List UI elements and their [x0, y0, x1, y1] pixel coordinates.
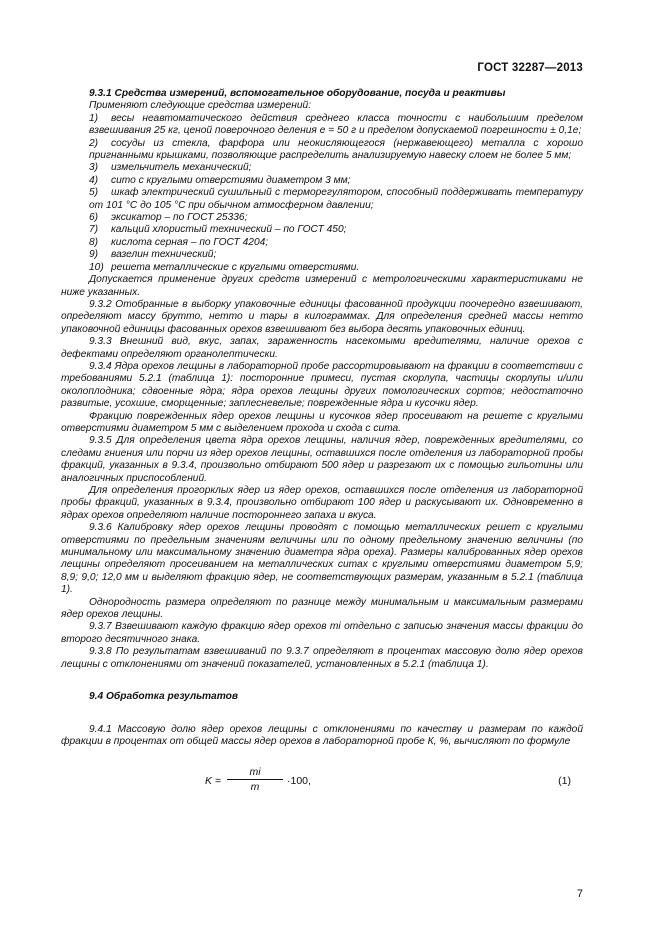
list-item-number: 1) — [89, 112, 99, 124]
formula-number: (1) — [558, 775, 571, 788]
paragraph-9-3-5-b: Для определения прогорклых ядер из ядер орехов, оставшихся после отделения из лабораторной пробы фракций, указанных в 9.3.4, произвольно отбирают 100 ядер и раскусывают их. Одновременно в ядрах орехов определяют наличие постороннего запаха и вкуса. — [61, 485, 583, 521]
formula-1 — [61, 766, 583, 796]
paragraph-9-3-5: 9.3.5 Для определения цвета ядра орехов лещины, наличия ядер, поврежденных вредителями, со следами гниения или порчи из ядер орехов лещины, оставшихся после отделения из лабораторной пробы фракций, указанных в 9.3.4, произвольно отбирают 500 ядер и разрезают их с помощью гильотины или аналогичных приспособлений. — [61, 435, 583, 484]
allowance-paragraph: Допускается применение других средств измерений с метрологическими характеристиками не ниже указанных. — [61, 274, 583, 298]
list-item-number: 3) — [89, 162, 99, 174]
list-item — [61, 212, 583, 224]
list-item-text: решета металлические с круглыми отверстиями. — [111, 261, 360, 273]
list-item — [61, 138, 583, 163]
list-item-text: кальций хлористый технический – по ГОСТ 450; — [111, 224, 347, 236]
paragraph-9-3-2: 9.3.2 Отобранные в выборку упаковочные единицы фасованной продукции поочередно взвешивают, определяют массу брутто, нетто и тары в килограммах. Для определения средней массы нетто упаковочной единицы фасованных орехов взвешивают без выбора десять упаковочных единиц. — [61, 298, 583, 335]
list-item-text: кислота серная – по ГОСТ 4204; — [111, 236, 269, 248]
list-item-number: 9) — [89, 249, 99, 261]
formula-fraction — [227, 766, 283, 793]
document-id: ГОСТ 32287—2013 — [477, 62, 583, 74]
list-item — [61, 113, 583, 138]
list-item-number: 10) — [89, 261, 104, 273]
equipment-list — [61, 113, 583, 274]
list-item — [61, 237, 583, 249]
list-item-number: 2) — [89, 137, 99, 149]
formula-lhs: K = — [205, 775, 222, 788]
list-item — [61, 175, 583, 187]
intro-text: Применяют следующие средства измерений: — [89, 100, 312, 112]
list-item-number: 8) — [89, 236, 99, 248]
formula-multiplier: ·100, — [287, 775, 311, 788]
formula-numerator: mi — [249, 766, 261, 779]
section-heading-9-3-1: 9.3.1 Средства измерений, вспомогательное оборудование, посуда и реактивы — [89, 88, 506, 99]
list-item-number: 6) — [89, 212, 99, 224]
paragraph-9-3-8: 9.3.8 По результатам взвешиваний по 9.3.7 определяют в процентах массовую долю ядер орехов лещины с отклонениями от значений показателей, установленных в 5.2.1 (таблица 1). — [61, 646, 583, 670]
list-item-number: 7) — [89, 224, 99, 236]
paragraph-9-3-4: 9.3.4 Ядра орехов лещины в лабораторной пробе рассортировывают на фракции в соответствии с требованиями 5.2.1 (таблица 1): посторонние примеси, пустая скорлупа, частицы скорлупы и/или околоплодника; сдвоенные ядра; ядра орехов лещины других помологических сортов; недостаточно развитые, усохшие, сморщенные; заплесневелые; поврежденные ядра и кусочки ядер. — [61, 360, 583, 410]
list-item — [61, 162, 583, 174]
paragraph-9-4-1: 9.4.1 Массовую долю ядер орехов лещины с отклонениями по качеству и размерам по каждой фракции в процентах от общей массы ядер орехов в лабораторной пробе К, %, вычисляют по формуле — [61, 723, 583, 747]
paragraph-9-3-3: 9.3.3 Внешний вид, вкус, запах, зараженность насекомыми вредителями, наличие орехов с дефектами определяют органолептически. — [61, 336, 583, 360]
paragraph-9-3-6-b: Однородность размера определяют по разнице между минимальным и максимальным размерами ядер орехов лещины. — [61, 596, 583, 621]
list-item-text: весы неавтоматического действия среднего класса точности с наибольшим пределом взвешивания 25 кг, ценой поверочного деления e = 50 г и пределом допускаемой погрешности ± 0,1e; — [89, 112, 583, 137]
list-item-text: измельчитель механический; — [111, 162, 252, 174]
list-item — [61, 187, 583, 212]
paragraph-9-3-4-b: Фракцию поврежденных ядер орехов лещины и кусочков ядер просеивают на решете с круглыми отверстиями диаметром 5 мм с выделением прохода и схода с сита. — [61, 410, 583, 434]
list-item — [61, 224, 583, 236]
page-number: 7 — [576, 888, 583, 900]
list-item-number: 4) — [89, 174, 99, 186]
list-item — [61, 262, 583, 274]
page-content — [61, 88, 583, 796]
list-item-text: эксикатор – по ГОСТ 25336; — [111, 212, 248, 224]
list-item-text: сосуды из стекла, фарфора или неокисляющегося (нержавеющего) металла с хорошо пригнанными крышками, позволяющие распределить анализируемую навеску слоем не более 5 мм; — [89, 137, 583, 162]
list-item-text: сито с круглыми отверстиями диаметром 3 мм; — [111, 174, 351, 186]
list-item-number: 5) — [89, 187, 99, 199]
fraction-bar — [227, 779, 283, 780]
paragraph-9-3-6: 9.3.6 Калибровку ядер орехов лещины проводят с помощью металлических решет с круглыми отверстиями по предельным значениям величины или по одному предельному значению величины (по минимальному или максимальному значению диаметра ядра ореха). Размеры калиброванных ядер орехов лещины определяют просеиванием на металлических ситах с круглыми отверстиями диаметром 5,9; 8,9; 9,0; 12,0 мм и выделяют фракцию ядер, не соответствующих размерам, указанным в 5.2.1 (таблица 1). — [61, 522, 583, 596]
list-item-text: вазелин технический; — [111, 249, 217, 261]
list-item — [61, 249, 583, 261]
paragraph-9-3-7: 9.3.7 Взвешивают каждую фракцию ядер орехов mi отдельно с записью значения массы фракции до второго десятичного знака. — [61, 621, 583, 645]
formula-denominator: m — [250, 781, 260, 794]
section-heading-9-4: 9.4 Обработка результатов — [89, 691, 239, 703]
list-item-text: шкаф электрический сушильный с терморегулятором, способный поддерживать температуру от 101 °С до 105 °С при обычном атмосферном давлении; — [89, 187, 583, 211]
